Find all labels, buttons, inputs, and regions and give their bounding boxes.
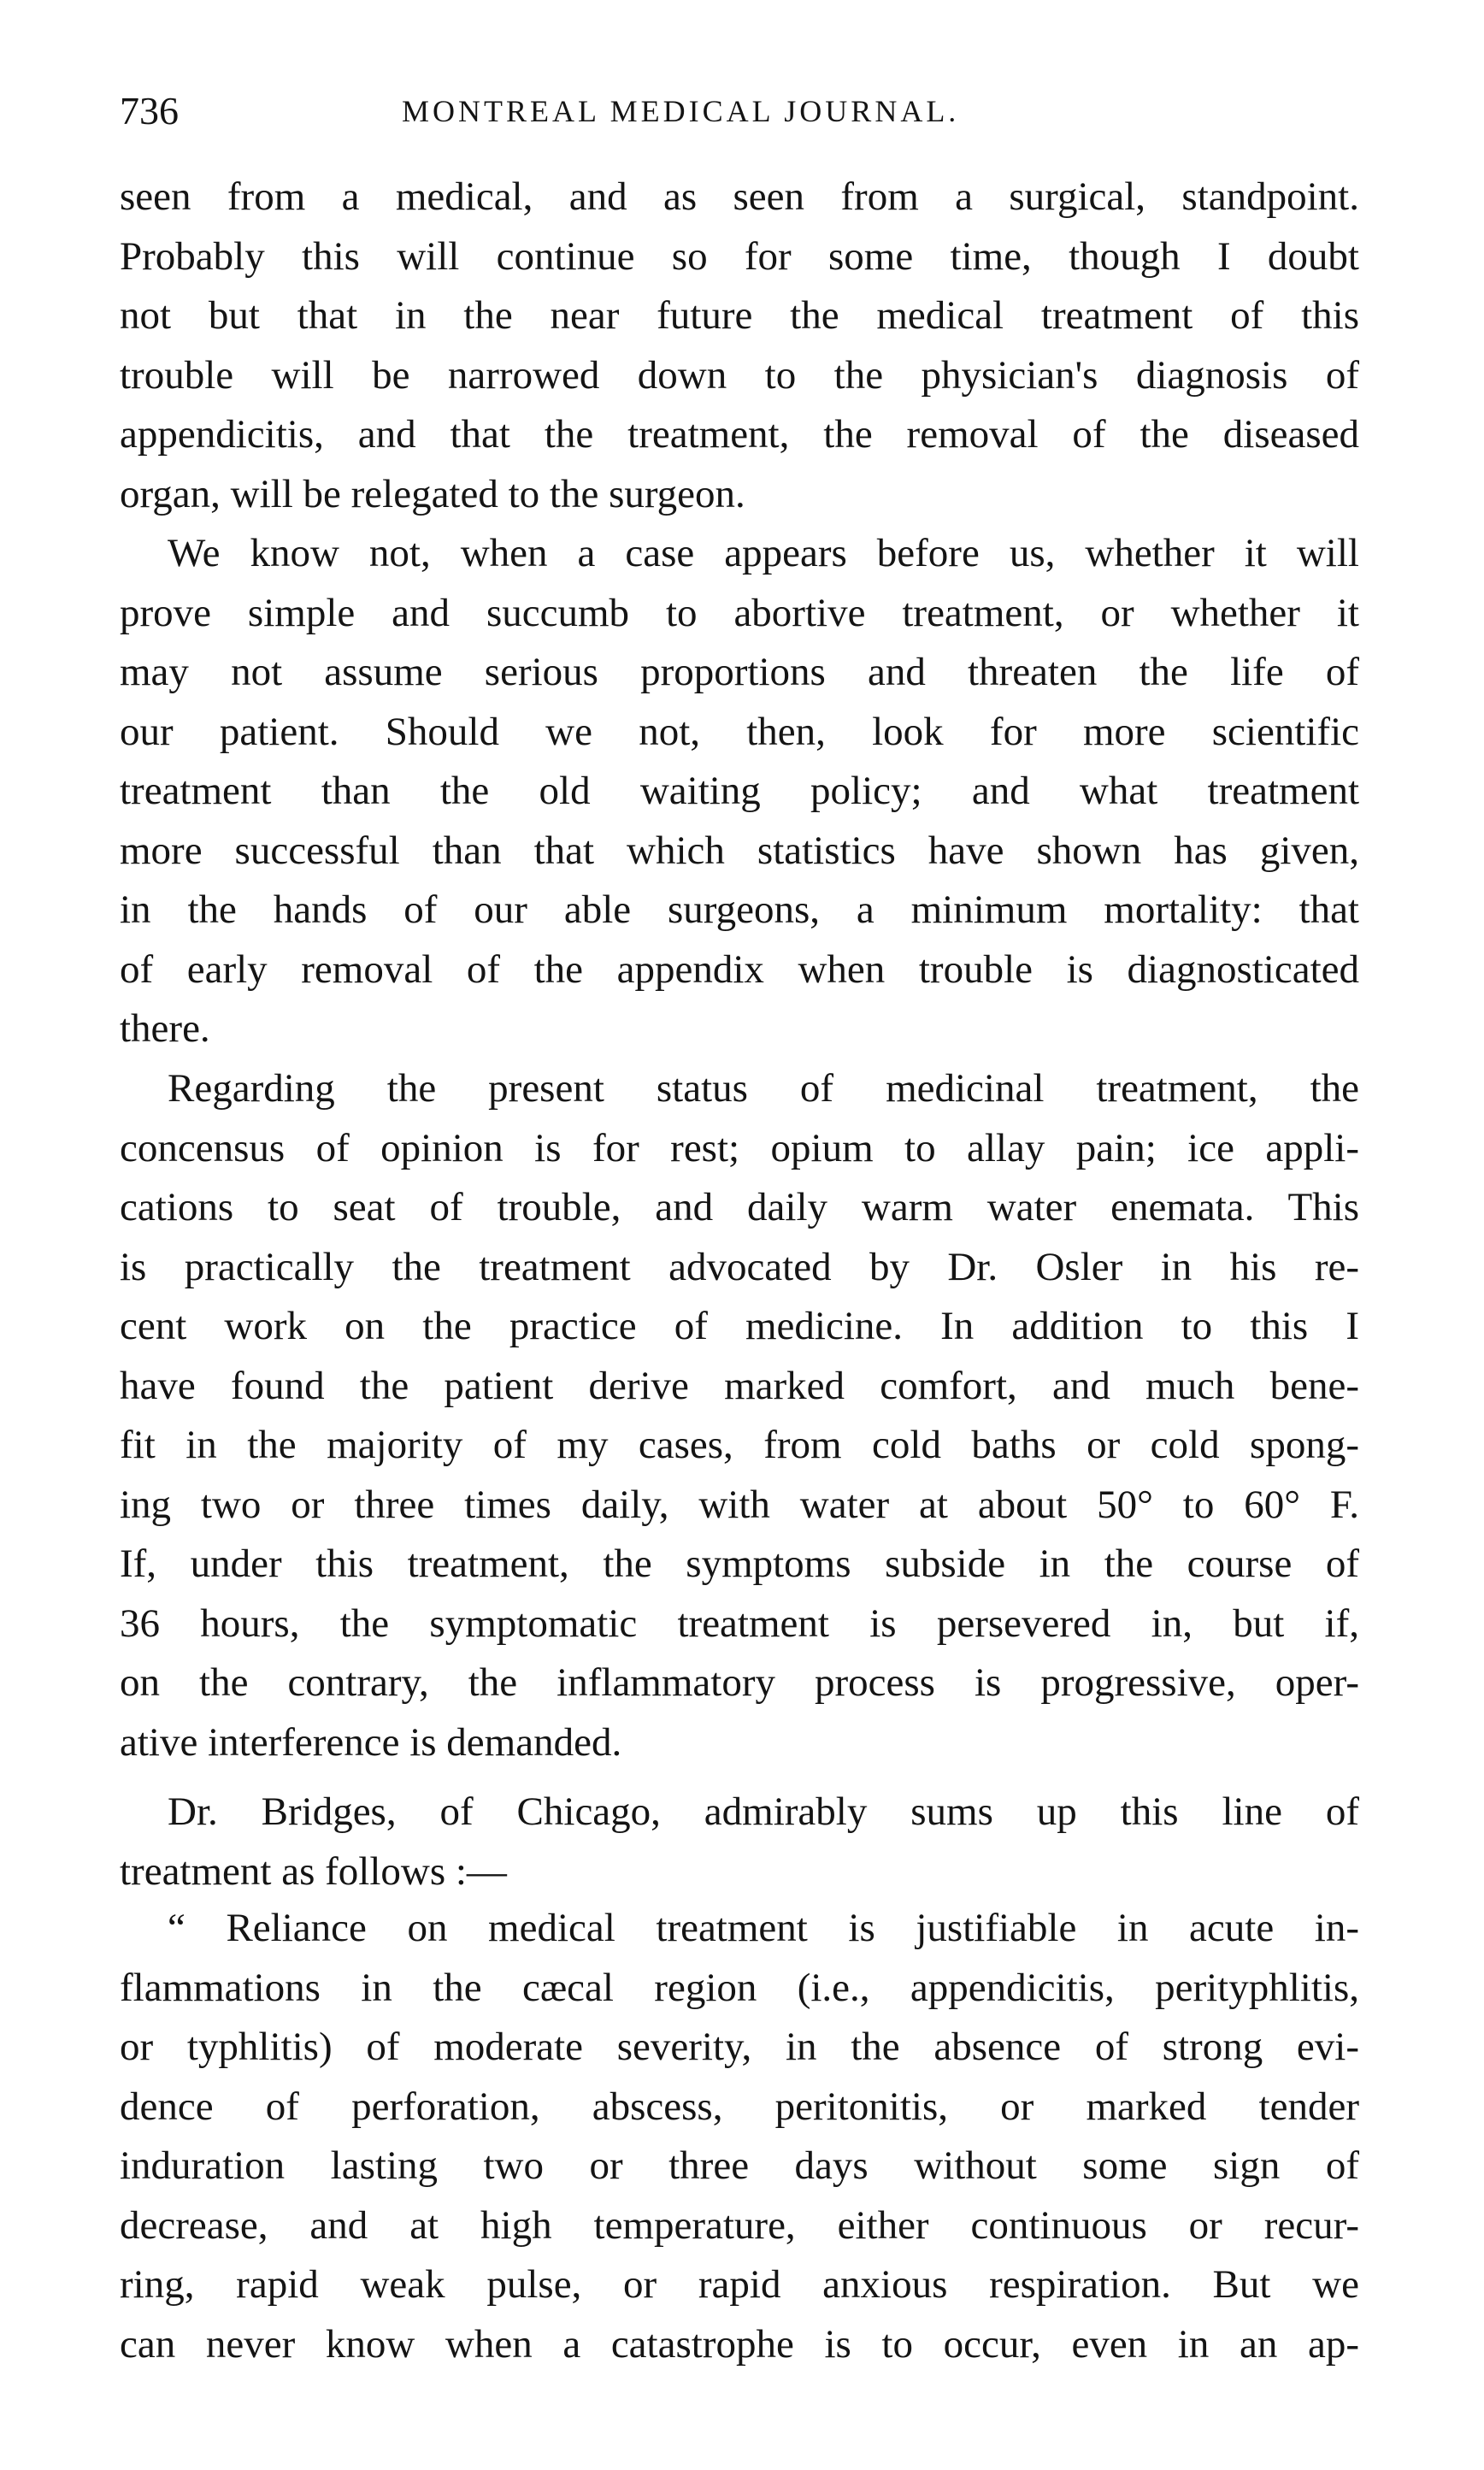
text-line: our patient. Should we not, then, look for more scientific xyxy=(120,709,1359,754)
text-line: ative interference is demanded. xyxy=(120,1719,622,1765)
text-line: concensus of opinion is for rest; opium to allay pain; ice appli- xyxy=(120,1125,1359,1170)
text-line: there. xyxy=(120,1006,210,1051)
text-line: flammations in the cæcal region (i.e., appendicitis, perityphlitis, xyxy=(120,1965,1359,2010)
text-line: treatment as follows :— xyxy=(120,1848,507,1894)
text-line: If, under this treatment, the symptoms subside in the course of xyxy=(120,1542,1359,1586)
text-line: Probably this will continue so for some time, though I doubt xyxy=(120,233,1359,279)
text-line: organ, will be relegated to the surgeon. xyxy=(120,471,745,516)
text-line: have found the patient derive marked comfort, and much bene- xyxy=(120,1363,1359,1408)
text-line: treatment than the old waiting policy; and what treatment xyxy=(120,769,1359,813)
page-number: 736 xyxy=(120,89,179,133)
paragraph-1 xyxy=(120,168,1359,524)
text-line: decrease, and at high temperature, either continuous or recur- xyxy=(120,2202,1359,2248)
text-line: appendicitis, and that the treatment, the removal of the diseased xyxy=(120,412,1359,457)
text-line: in the hands of our able surgeons, a minimum mortality: that xyxy=(120,887,1359,932)
text-line: fit in the majority of my cases, from cold baths or cold spong- xyxy=(120,1423,1359,1467)
paragraph-4 xyxy=(120,1783,1359,1901)
text-line: may not assume serious proportions and threaten the life of xyxy=(120,650,1359,694)
text-line: “ Reliance on medical treatment is justifiable in acute in- xyxy=(168,1906,1359,1950)
text-line: can never know when a catastrophe is to occur, even in an ap- xyxy=(120,2321,1359,2367)
text-line: is practically the treatment advocated by Dr. Osler in his re- xyxy=(120,1244,1359,1289)
paragraph-2 xyxy=(120,524,1359,1059)
text-line: We know not, when a case appears before us, whether it will xyxy=(168,531,1359,575)
text-line: cent work on the practice of medicine. In addition to this I xyxy=(120,1304,1359,1348)
text-line: ing two or three times daily, with water at about 50° to 60° F. xyxy=(120,1482,1359,1527)
text-line: seen from a medical, and as seen from a surgical, standpoint. xyxy=(120,174,1359,219)
text-line: of early removal of the appendix when trouble is diagnosticated xyxy=(120,946,1359,992)
text-line: cations to seat of trouble, and daily warm water enemata. This xyxy=(120,1185,1359,1229)
text-line: ring, rapid weak pulse, or rapid anxious respiration. But we xyxy=(120,2262,1359,2307)
text-line: or typhlitis) of moderate severity, in the absence of strong evi- xyxy=(120,2025,1359,2069)
text-line: on the contrary, the inflammatory process is progressive, oper- xyxy=(120,1660,1359,1705)
text-line: more successful than that which statistics have shown has given, xyxy=(120,828,1359,873)
text-line: 36 hours, the symptomatic treatment is persevered in, but if, xyxy=(120,1600,1359,1646)
text-line: trouble will be narrowed down to the physician's diagnosis of xyxy=(120,352,1359,398)
paragraph-3 xyxy=(120,1059,1359,1772)
text-line: not but that in the near future the medical treatment of this xyxy=(120,293,1359,338)
text-line: dence of perforation, abscess, peritonitis, or marked tender xyxy=(120,2084,1359,2129)
text-line: prove simple and succumb to abortive treatment, or whether it xyxy=(120,590,1359,635)
text-line: Dr. Bridges, of Chicago, admirably sums up this line of xyxy=(168,1789,1359,1834)
text-line: Regarding the present status of medicinal treatment, the xyxy=(168,1066,1359,1111)
text-line: induration lasting two or three days without some sign of xyxy=(120,2143,1359,2188)
paragraph-5-quotation xyxy=(120,1899,1359,2374)
running-head xyxy=(120,85,1351,137)
journal-title: MONTREAL MEDICAL JOURNAL. xyxy=(402,94,960,128)
